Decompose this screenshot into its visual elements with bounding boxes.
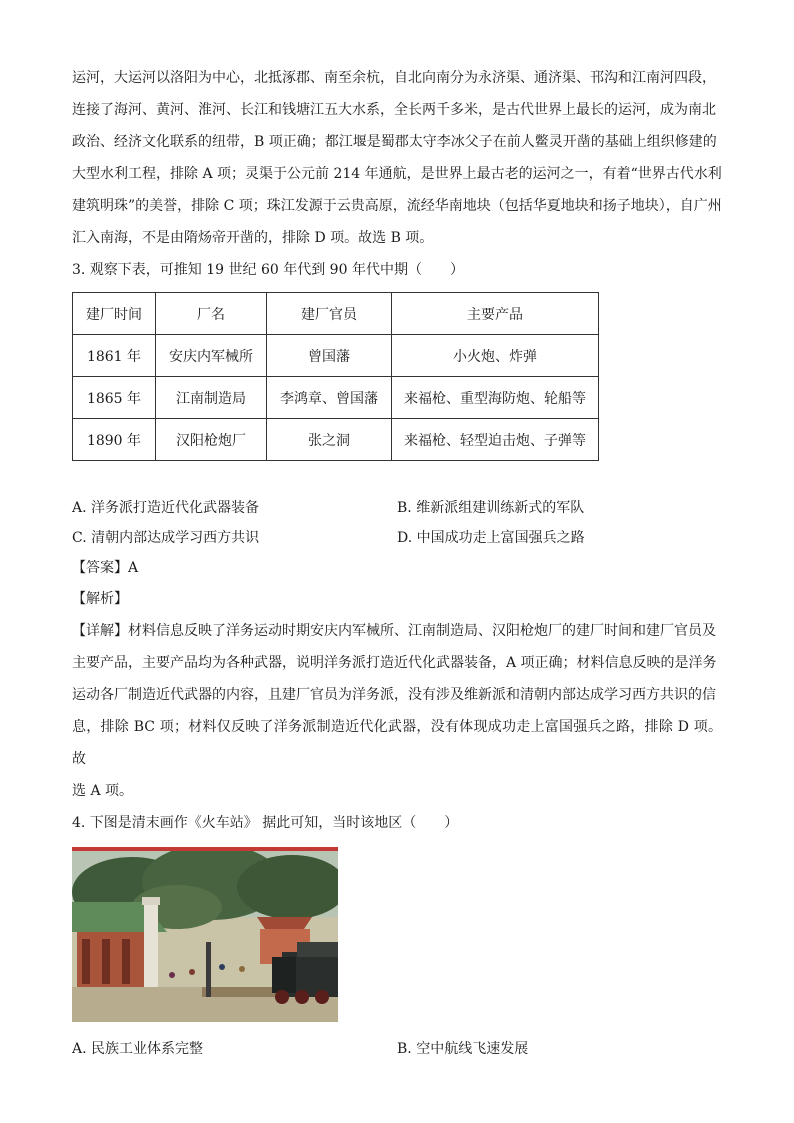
answer-line bbox=[72, 553, 722, 584]
painting-illustration bbox=[72, 847, 338, 1022]
detail-paragraph bbox=[72, 615, 722, 807]
table-cell: 李鸿章、曾国藩 bbox=[267, 377, 392, 419]
detail-line: 息，排除 BC 项；材料仅反映了洋务派制造近代化武器，没有体现成功走上富国强兵之路，排除 D 项。故 bbox=[72, 719, 722, 767]
detail-line: 选 A 项。 bbox=[72, 783, 134, 799]
intro-line: 大型水利工程，排除 A 项；灵渠于公元前 214 年通航，是世界上最古老的运河之一，有着“世界古代水利 bbox=[72, 166, 722, 182]
table-cell: 小火炮、炸弹 bbox=[392, 335, 599, 377]
factory-table bbox=[72, 292, 599, 461]
table-cell: 曾国藩 bbox=[267, 335, 392, 377]
table-header-cell: 建厂时间 bbox=[73, 293, 156, 335]
option-a[interactable]: A. 洋务派打造近代化武器装备 bbox=[72, 500, 260, 516]
analysis-label: 【解析】 bbox=[72, 591, 128, 607]
table-cell: 1890 年 bbox=[73, 419, 156, 461]
answer-label: 【答案】 bbox=[72, 560, 128, 576]
option-a[interactable]: A. 民族工业体系完整 bbox=[72, 1041, 204, 1057]
table-cell: 来福枪、重型海防炮、轮船等 bbox=[392, 377, 599, 419]
question-3-stem: 3. 观察下表，可推知 19 世纪 60 年代到 90 年代中期（ ） bbox=[72, 262, 464, 278]
option-b[interactable]: B. 空中航线飞速发展 bbox=[397, 1041, 529, 1057]
intro-line: 政治、经济文化联系的纽带，B 项正确；都江堰是蜀郡太守李冰父子在前人鳖灵开凿的基础上组织修建的 bbox=[72, 134, 717, 150]
question-4-stem: 4. 下图是清末画作《火车站》 据此可知，当时该地区（ ） bbox=[72, 815, 459, 831]
table-cell: 江南制造局 bbox=[156, 377, 267, 419]
table-row bbox=[73, 335, 599, 377]
table-row bbox=[73, 419, 599, 461]
detail-label: 【详解】 bbox=[72, 623, 128, 639]
intro-line: 汇入南海，不是由隋炀帝开凿的，排除 D 项。故选 B 项。 bbox=[72, 230, 434, 246]
table-cell: 来福枪、轻型迫击炮、子弹等 bbox=[392, 419, 599, 461]
option-b[interactable]: B. 维新派组建训练新式的军队 bbox=[397, 500, 585, 516]
question-3-options bbox=[72, 493, 722, 553]
intro-line: 运河，大运河以洛阳为中心，北抵涿郡、南至余杭，自北向南分为永济渠、通济渠、邗沟和江南河四段， bbox=[72, 70, 716, 86]
table-header-cell: 建厂官员 bbox=[267, 293, 392, 335]
table-cell: 1861 年 bbox=[73, 335, 156, 377]
intro-paragraph bbox=[72, 62, 722, 254]
detail-line: 【详解】材料信息反映了洋务运动时期安庆内军械所、江南制造局、汉阳枪炮厂的建厂时间和建厂官员及 bbox=[72, 623, 716, 639]
page-content bbox=[72, 62, 722, 1064]
intro-line: 连接了海河、黄河、淮河、长江和钱塘江五大水系，全长两千多米，是古代世界上最长的运河，成为南北 bbox=[72, 102, 716, 118]
answer-value: A bbox=[128, 560, 139, 576]
train-station-painting bbox=[72, 847, 338, 1022]
table-header-cell: 厂名 bbox=[156, 293, 267, 335]
detail-line: 运动各厂制造近代武器的内容，且建厂官员为洋务派，没有涉及维新派和清朝内部达成学习西方共识的信 bbox=[72, 687, 716, 703]
table-cell: 1865 年 bbox=[73, 377, 156, 419]
table-row bbox=[73, 377, 599, 419]
table-header-cell: 主要产品 bbox=[392, 293, 599, 335]
table-header-row bbox=[73, 293, 599, 335]
option-d[interactable]: D. 中国成功走上富国强兵之路 bbox=[397, 530, 585, 546]
table-cell: 张之洞 bbox=[267, 419, 392, 461]
intro-line: 建筑明珠”的美誉，排除 C 项；珠江发源于云贵高原，流经华南地块（包括华夏地块和扬子地块），自广州 bbox=[72, 198, 722, 214]
detail-line: 主要产品，主要产品均为各种武器，说明洋务派打造近代化武器装备，A 项正确；材料信息反映的是洋务 bbox=[72, 655, 717, 671]
table-cell: 安庆内军械所 bbox=[156, 335, 267, 377]
table-cell: 汉阳枪炮厂 bbox=[156, 419, 267, 461]
question-4-options bbox=[72, 1034, 722, 1064]
option-c[interactable]: C. 清朝内部达成学习西方共识 bbox=[72, 530, 260, 546]
